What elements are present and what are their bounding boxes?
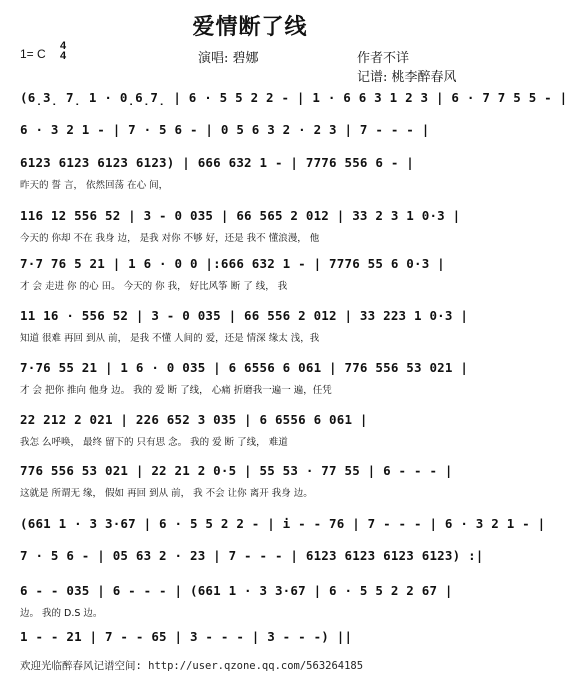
time-bottom: 4 <box>60 50 67 62</box>
singer-credit: 演唱: 碧娜 <box>198 51 259 66</box>
song-title: 爱情断了线 <box>192 14 308 40</box>
notation-line: 1 - - 21 | 7 - - 65 | 3 - - - | 3 - - -) || <box>20 629 353 644</box>
notation-line: 116 12 556 52 | 3 - 0 035 | 66 565 2 012 | 33 2 3 1 0·3 | <box>20 208 461 223</box>
lyric-line: 我怎 么呼唤， 最终 留下的 只有思 念。 我的 爱 断 了线， 难道 <box>20 437 288 448</box>
lyric-line: 才 会 走进 你 的心 田。 今天的 你 我， 好比风筝 断 了 线， 我 <box>20 281 288 292</box>
notation-line: 6 · 3 2 1 - | 7 · 5 6 - | 0 5 6 3 2 · 2 3 | 7 - - - | <box>20 122 430 137</box>
notation-line: 22 212 2 021 | 226 652 3 035 | 6 6556 6 061 | <box>20 412 368 427</box>
time-top: 4 <box>60 40 67 52</box>
notation-line: (661 1 · 3 3·67 | 6 · 5 5 2 2 - | i - - 76 | 7 - - - | 6 · 3 2 1 - | <box>20 516 546 531</box>
notation-line: 7·76 55 21 | 1 6 · 0 035 | 6 6556 6 061 | 776 556 53 021 | <box>20 360 469 375</box>
time-signature <box>60 41 66 61</box>
lyric-line: 今天的 你却 不在 我身 边， 是我 对你 不够 好，还是 我不 懂浪漫， 他 <box>20 233 320 244</box>
lyric-line: 边。 我的 D.S 边。 <box>20 608 103 619</box>
notation-line: 11 16 · 556 52 | 3 - 0 035 | 66 556 2 012 | 33 223 1 0·3 | <box>20 308 469 323</box>
notation-line: 6 - - 035 | 6 - - - | (661 1 · 3 3·67 | 6 · 5 5 2 2 67 | <box>20 583 453 598</box>
lyric-line: 才 会 把你 推向 他身 边。 我的 爱 断 了线， 心痛 折磨我一遍一 遍，任凭 <box>20 385 332 396</box>
notation-line: (6̣3̣ 7̣ 1 · 0̣6̣7̣ | 6 · 5 5 2 2 - | 1 · 6 6 3 1 2 3 | 6 · 7 7 5 5 - | <box>20 90 567 105</box>
transcriber-credit: 记谱: 桃李醉春风 <box>357 70 457 85</box>
composer-credit: 作者不详 <box>357 51 410 66</box>
notation-line: 7 · 5 6 - | 05 63 2 · 23 | 7 - - - | 6123 6123 6123 6123) :| <box>20 548 484 563</box>
lyric-line: 知道 很难 再回 到从 前， 是我 不懂 人间的 爱，还是 情深 缘太 浅，我 <box>20 333 320 344</box>
notation-line: 776 556 53 021 | 22 21 2 0·5 | 55 53 · 77 55 | 6 - - - | <box>20 463 453 478</box>
lyric-line: 这就是 所谓无 缘， 假如 再回 到从 前， 我 不会 让你 离开 我身 边。 <box>20 488 313 499</box>
notation-line: 6123 6123 6123 6123) | 666 632 1 - | 7776 556 6 - | <box>20 155 415 170</box>
footer-credit: 欢迎光临醉春风记谱空间: http://user.qzone.qq.com/563264185 <box>20 660 364 672</box>
notation-line: 7·7 76 5 21 | 1 6 · 0 0 |:666 632 1 - | 7776 55 6 0·3 | <box>20 256 445 271</box>
key-signature: 1= C <box>20 47 46 61</box>
lyric-line: 昨天的 誓 言， 依然回荡 在心 间， <box>20 180 169 191</box>
